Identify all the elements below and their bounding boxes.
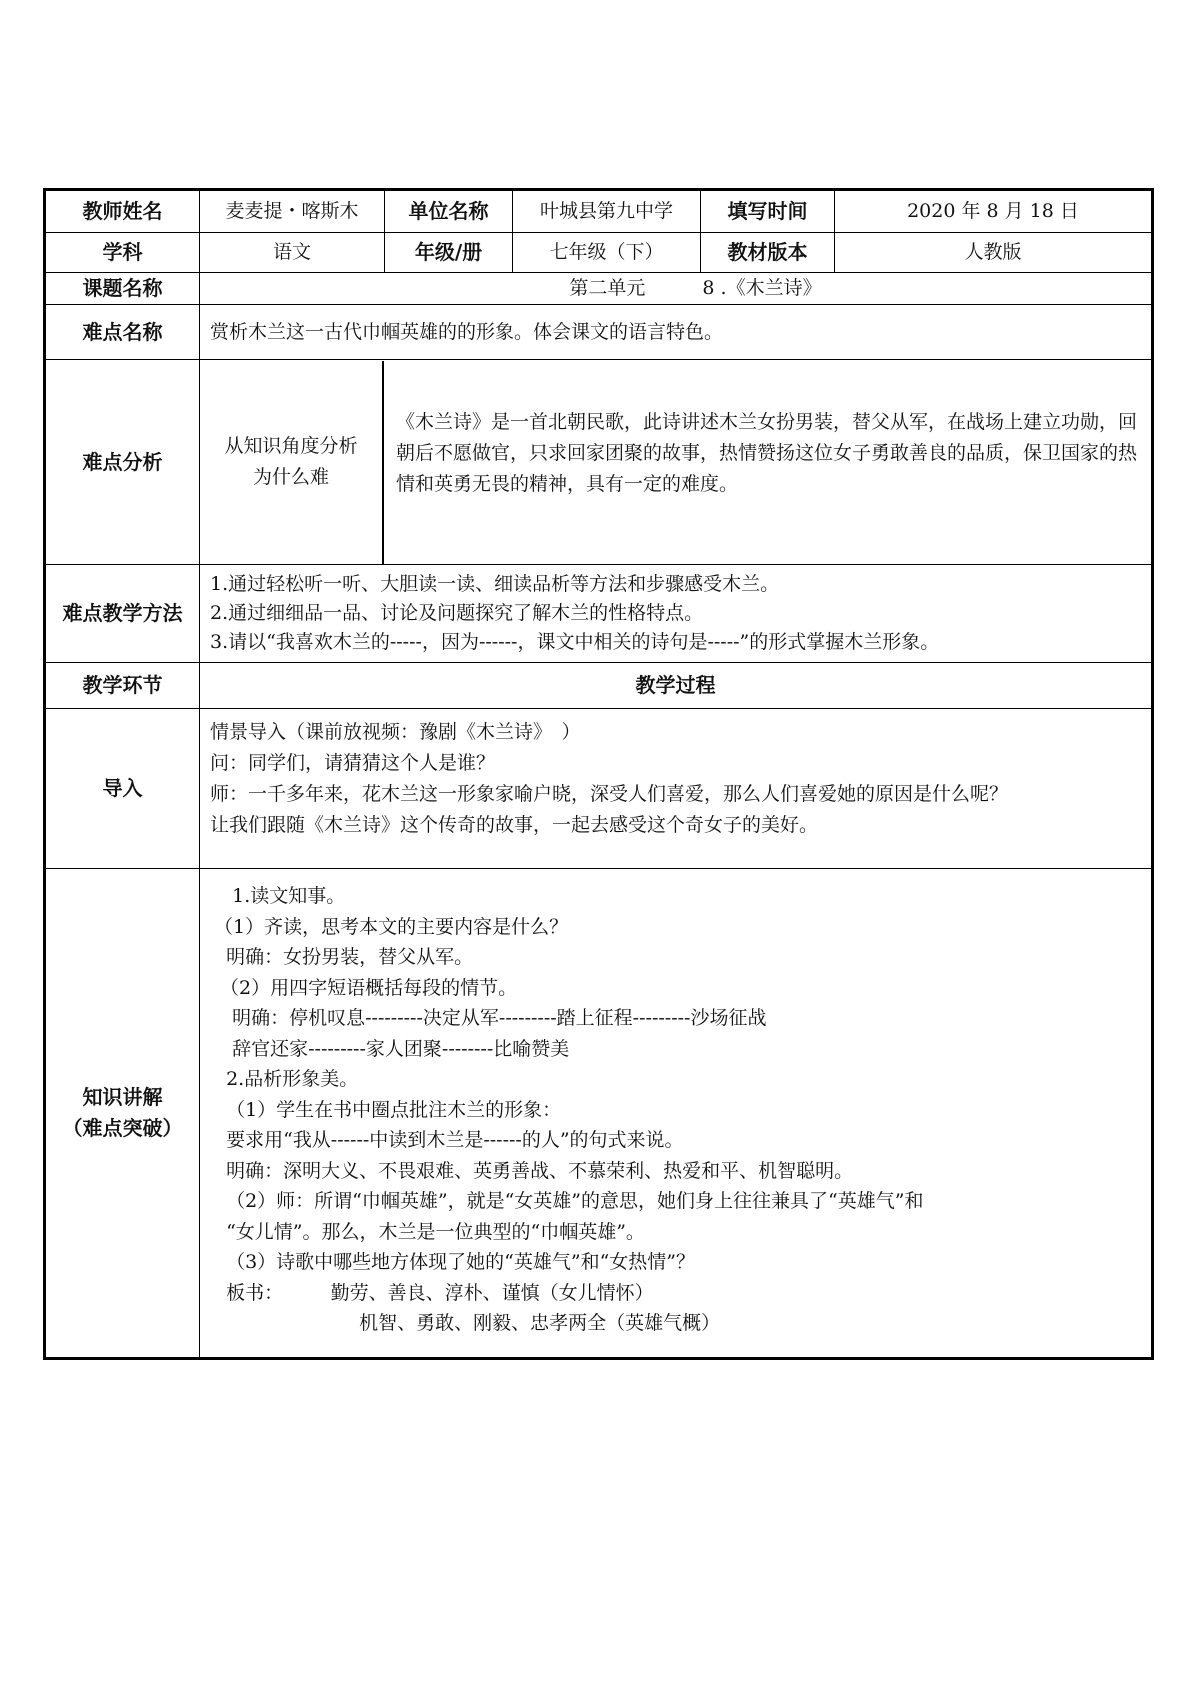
knowledge-line: 明确：深明大义、不畏艰难、英勇善战、不慕荣利、热爱和平、机智聪明。 <box>214 1159 854 1182</box>
knowledge-line: （2）用四字短语概括每段的情节。 <box>214 976 518 999</box>
grade-value: 七年级（下） <box>513 233 701 273</box>
intro-line-2: 师：一千多年来，花木兰这一形象家喻户晓，深受人们喜爱，那么人们喜爱她的原因是什么呢？ <box>210 783 1009 805</box>
method-line-1: 1.通过轻松听一听、大胆读一读、细读品析等方法和步骤感受木兰。 <box>210 573 780 595</box>
knowledge-line: 明确：女扮男装，替父从军。 <box>214 946 474 968</box>
intro-heading: 情景导入（课前放视频：豫剧《木兰诗》 ） <box>210 721 581 743</box>
knowledge-line: （1）齐读，思考本文的主要内容是什么？ <box>214 915 569 938</box>
topic-text: 第二单元 8 .《木兰诗》 <box>569 277 822 299</box>
teacher-name-value: 麦麦提・喀斯木 <box>200 190 385 233</box>
analysis-cell <box>200 360 1153 565</box>
edition-label: 教材版本 <box>701 233 835 273</box>
intro-line-3: 让我们跟随《木兰诗》这个传奇的故事，一起去感受这个奇女子的美好。 <box>210 814 819 836</box>
analysis-split <box>200 361 1151 564</box>
grade-label: 年级/册 <box>385 233 513 273</box>
knowledge-line: 机智、勇敢、刚毅、忠孝两全（英雄气概） <box>214 1312 721 1334</box>
topic-label: 课题名称 <box>45 273 200 305</box>
knowledge-line: （1）学生在书中圈点批注木兰的形象： <box>214 1098 562 1121</box>
unit-name-label: 单位名称 <box>385 190 513 233</box>
unit-name-value: 叶城县第九中学 <box>513 190 701 233</box>
method-line-2: 2.通过细细品一品、讨论及问题探究了解木兰的性格特点。 <box>210 602 704 624</box>
teacher-name-label: 教师姓名 <box>45 190 200 233</box>
lesson-plan-page <box>43 188 1151 1360</box>
analysis-text-wrap <box>384 361 1151 564</box>
difficulty-value: 赏析木兰这一古代巾帼英雄的的形象。体会课文的语言特色。 <box>200 305 1153 360</box>
knowledge-line: 辞官还家---------家人团聚--------比喻赞美 <box>214 1037 570 1060</box>
subject-label: 学科 <box>45 233 200 273</box>
fill-date-value: 2020 年 8 月 18 日 <box>835 190 1153 233</box>
analysis-text: 《木兰诗》是一首北朝民歌，此诗讲述木兰女扮男装，替父从军，在战场上建立功勋，回朝后不愿做官，只求回家团聚的故事，热情赞扬这位女子勇敢善良的品质，保卫国家的热情和英勇无畏的精神，具有一定的难度。 <box>396 410 1138 495</box>
knowledge-line: 2.品析形象美。 <box>214 1068 359 1090</box>
knowledge-line: 板书： 勤劳、善良、淳朴、谨慎（女儿情怀） <box>214 1281 654 1304</box>
analysis-label: 难点分析 <box>45 360 200 565</box>
intro-line-1: 问：同学们，请猜猜这个人是谁？ <box>210 752 496 774</box>
knowledge-line: “女儿情”。那么，木兰是一位典型的“巾帼英雄”。 <box>214 1220 645 1243</box>
process-step-label: 教学环节 <box>45 663 200 709</box>
analysis-sub-label <box>200 361 384 564</box>
fill-date-label: 填写时间 <box>701 190 835 233</box>
knowledge-line: 1.读文知事。 <box>214 885 346 907</box>
process-title: 教学过程 <box>200 663 1153 709</box>
intro-cell <box>200 709 1153 869</box>
method-cell <box>200 565 1153 663</box>
analysis-sub-label-text: 从知识角度分析为什么难 <box>224 435 358 488</box>
intro-label: 导入 <box>45 709 200 869</box>
topic-value <box>200 273 1153 305</box>
knowledge-line: （3）诗歌中哪些地方体现了她的“英雄气”和“女热情”？ <box>214 1251 696 1273</box>
knowledge-line: （2）师：所谓“巾帼英雄”，就是“女英雄”的意思，她们身上往往兼具了“英雄气”和 <box>214 1190 924 1212</box>
subject-value: 语文 <box>200 233 385 273</box>
method-line-3: 3.请以“我喜欢木兰的-----，因为------，课文中相关的诗句是-----”的形式掌握木兰形象。 <box>210 631 940 653</box>
difficulty-label: 难点名称 <box>45 305 200 360</box>
knowledge-label-line-1: 知识讲解 <box>82 1085 163 1109</box>
knowledge-label-line-2: （难点突破） <box>62 1116 183 1140</box>
edition-value: 人教版 <box>835 233 1153 273</box>
knowledge-line: 要求用“我从------中读到木兰是------的人”的句式来说。 <box>214 1129 684 1151</box>
knowledge-cell <box>200 869 1153 1359</box>
lesson-plan-table <box>43 188 1154 1360</box>
knowledge-line: 明确：停机叹息---------决定从军---------踏上征程---------沙场征战 <box>214 1007 767 1029</box>
method-label: 难点教学方法 <box>45 565 200 663</box>
knowledge-label <box>45 869 200 1359</box>
